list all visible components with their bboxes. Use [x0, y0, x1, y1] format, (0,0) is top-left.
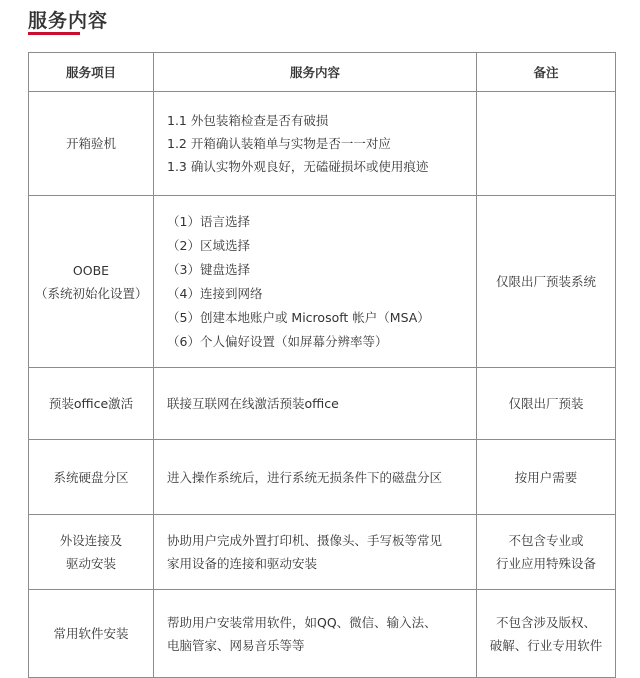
page-title: 服务内容 [28, 10, 109, 32]
service-content-cell [154, 196, 477, 368]
note-cell [477, 92, 616, 196]
content-line: 1.1 外包装箱检查是否有破损 [167, 113, 329, 128]
service-content-cell [154, 590, 477, 678]
content-line: 家用设备的连接和驱动安装 [167, 556, 318, 571]
content-line: （2）区域选择 [167, 237, 250, 253]
content-line: 1.3 确认实物外观良好，无磕碰损坏或使用痕迹 [167, 159, 429, 174]
service-item-text: 预装office激活 [48, 396, 134, 411]
content-line: （4）连接到网络 [167, 285, 263, 301]
note-text: 不包含涉及版权、 [495, 614, 596, 630]
content-line: （5）创建本地账户或 Microsoft 帐户（MSA） [167, 309, 430, 325]
service-item-text: OOBE [72, 262, 110, 278]
table-row [29, 515, 616, 590]
service-content-cell [154, 92, 477, 196]
table-row [29, 440, 616, 515]
note-cell [477, 196, 616, 368]
service-item-text: 外设连接及 [59, 533, 123, 548]
service-item-text: 开箱验机 [65, 136, 116, 151]
content-line: 1.2 开箱确认装箱单与实物是否一一对应 [167, 136, 391, 151]
note-cell [477, 515, 616, 590]
content-line: 联接互联网在线激活预装office [167, 396, 339, 411]
title-underline [28, 32, 80, 35]
header-service-content: 服务内容 [154, 53, 477, 92]
service-item-subtext: （系统初始化设置） [35, 285, 148, 301]
service-content-cell [154, 368, 477, 440]
table-header-row [29, 53, 616, 92]
service-content-cell [154, 440, 477, 515]
table-row [29, 368, 616, 440]
service-item-cell [29, 515, 154, 590]
note-text: 仅限出厂预装系统 [495, 274, 596, 289]
note-cell [477, 368, 616, 440]
note-cell [477, 440, 616, 515]
content-line: （1）语言选择 [167, 213, 250, 229]
service-item-cell [29, 440, 154, 515]
service-item-cell [29, 368, 154, 440]
header-service-item: 服务项目 [29, 53, 154, 92]
table-row [29, 590, 616, 678]
service-item-cell [29, 196, 154, 368]
service-table [28, 52, 616, 678]
content-line: 电脑管家、网易音乐等等 [167, 637, 305, 653]
note-cell [477, 590, 616, 678]
header-note: 备注 [477, 53, 616, 92]
service-item-cell [29, 590, 154, 678]
content-line: 协助用户完成外置打印机、摄像头、手写板等常见 [167, 533, 443, 548]
table-row [29, 92, 616, 196]
service-item-text: 驱动安装 [65, 556, 116, 571]
service-item-text: 常用软件安装 [53, 626, 129, 641]
content-line: 帮助用户安装常用软件，如QQ、微信、输入法、 [167, 614, 437, 630]
content-line: 进入操作系统后，进行系统无损条件下的磁盘分区 [167, 469, 443, 485]
service-item-cell [29, 92, 154, 196]
note-text: 破解、行业专用软件 [489, 637, 603, 653]
content-line: （6）个人偏好设置（如屏幕分辨率等） [167, 333, 388, 349]
service-content-cell [154, 515, 477, 590]
service-item-text: 系统硬盘分区 [53, 469, 129, 485]
content-line: （3）键盘选择 [167, 261, 250, 277]
note-text: 按用户需要 [514, 469, 578, 485]
note-text: 不包含专业或 [508, 533, 584, 548]
note-text: 行业应用特殊设备 [495, 556, 596, 571]
note-text: 仅限出厂预装 [508, 396, 584, 411]
table-row [29, 196, 616, 368]
